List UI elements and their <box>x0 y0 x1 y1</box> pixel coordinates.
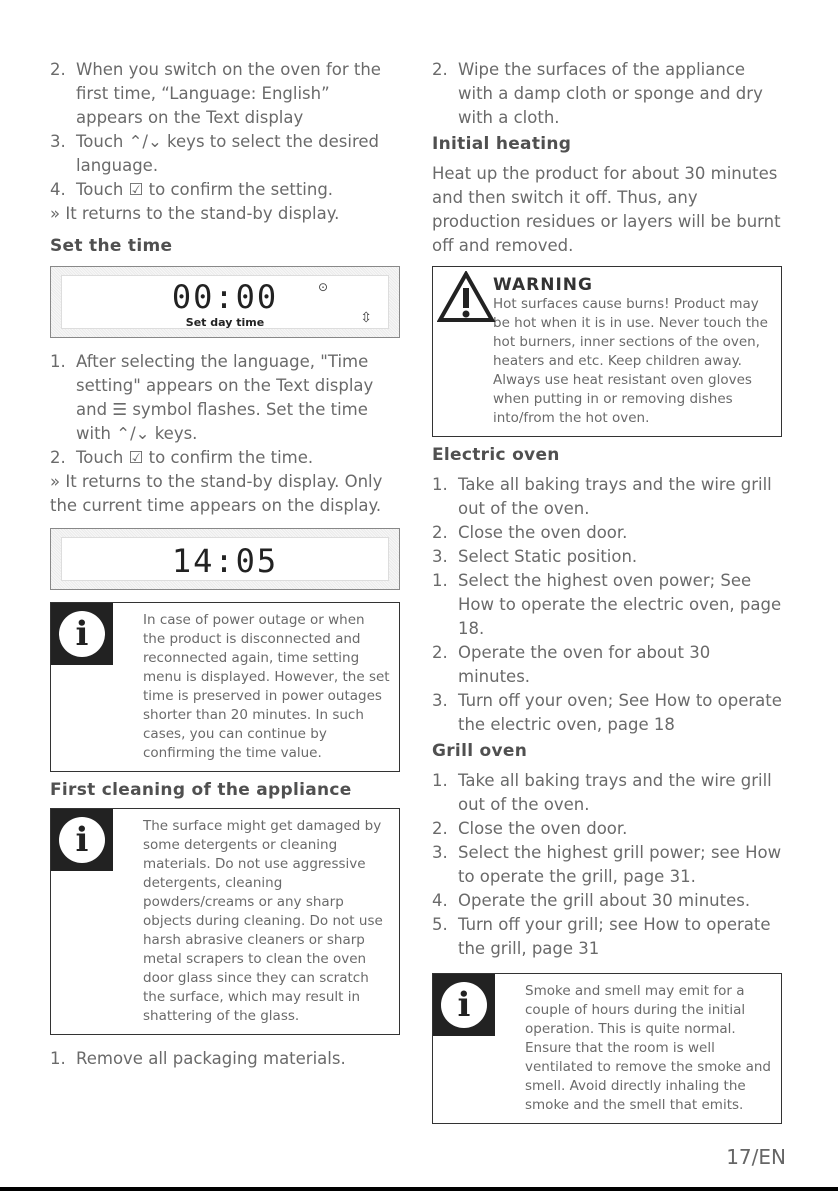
step-number: 3. <box>432 843 448 862</box>
step-text: Select the highest oven power; See How to operate the electric oven, page 18. <box>458 571 782 638</box>
step-number: 2. <box>50 60 66 79</box>
step-2 <box>432 58 782 130</box>
step <box>432 641 782 689</box>
step-number: 1. <box>432 475 448 494</box>
initial-heating-text: Heat up the product for about 30 minutes and then switch it off. Thus, any production residues or layers will be burnt off and removed. <box>432 164 781 255</box>
info-box-power-outage <box>50 602 400 772</box>
step-number: 2. <box>432 819 448 838</box>
step-2 <box>50 446 400 470</box>
step-text: Close the oven door. <box>458 819 628 838</box>
step-text: Touch ☑ to confirm the setting. <box>76 180 334 199</box>
step-number: 5. <box>432 915 448 934</box>
step-text: Touch ⌃/⌄ keys to select the desired language. <box>76 132 380 175</box>
info-icon: i <box>433 974 495 1036</box>
step-number: 2. <box>50 448 66 467</box>
heading-electric-oven: Electric oven <box>432 445 560 465</box>
step-text: Remove all packaging materials. <box>76 1049 346 1068</box>
grill-steps <box>432 769 782 961</box>
display-time: 00:00 <box>171 278 279 316</box>
step-1 <box>50 1047 400 1071</box>
step-number: 3. <box>50 132 66 151</box>
step <box>432 521 782 545</box>
right-column <box>432 58 782 1132</box>
step-text: Close the oven door. <box>458 523 628 542</box>
step <box>432 473 782 521</box>
display-label: Set day time <box>185 316 265 329</box>
info-icon: i <box>51 603 113 665</box>
step <box>432 889 782 913</box>
step-text: Take all baking trays and the wire grill out of the oven. <box>458 475 772 518</box>
bottom-rule <box>0 1187 838 1191</box>
step-number: 1. <box>50 1049 66 1068</box>
info-text: Smoke and smell may emit for a couple of hours during the initial operation. This is quite normal. Ensure that the room is well ventilated to remove the smoke and smell. Avoid directly inhaling the smoke and the smell that emits. <box>525 983 771 1113</box>
warning-triangle-icon <box>437 271 495 323</box>
step-number: 2. <box>432 523 448 542</box>
step-text: Turn off your oven; See How to operate the electric oven, page 18 <box>458 691 782 734</box>
step-text: Select the highest grill power; see How to operate the grill, page 31. <box>458 843 782 886</box>
info-box-smoke <box>432 973 782 1124</box>
step <box>432 841 782 889</box>
step-4 <box>50 178 400 202</box>
step <box>432 769 782 817</box>
step-2 <box>50 58 400 130</box>
step <box>432 913 782 961</box>
warning-text: Hot surfaces cause burns! Product may be hot when it is in use. Never touch the hot burners, inner sections of the oven, heaters and etc. Keep children away. Always use heat resistant oven gloves when putting in or removing dishes into/from the hot oven. <box>493 296 768 426</box>
step-text: After selecting the language, "Time setting" appears on the Text display and ☰ symbol flashes. Set the time with ⌃/⌄ keys. <box>76 352 374 443</box>
result-note: » It returns to the stand-by display. <box>50 204 340 223</box>
step-number: 1. <box>432 571 448 590</box>
info-text: In case of power outage or when the product is disconnected and reconnected again, time setting menu is displayed. However, the set time is preserved in power outages shorter than 20 minutes. In such cases, you can continue by confirming the time value. <box>143 612 390 761</box>
step-number: 3. <box>432 691 448 710</box>
display-current-time <box>50 528 400 590</box>
warning-box <box>432 266 782 437</box>
step <box>432 569 782 641</box>
step-3 <box>50 130 400 178</box>
step-text: Operate the grill about 30 minutes. <box>458 891 751 910</box>
left-column <box>50 58 400 1071</box>
info-box-cleaning <box>50 808 400 1035</box>
warning-title: WARNING <box>493 275 593 295</box>
step-number: 2. <box>432 60 448 79</box>
display-time: 14:05 <box>171 542 279 580</box>
step-text: Touch ☑ to confirm the time. <box>76 448 314 467</box>
display-set-time <box>50 266 400 338</box>
step-number: 4. <box>50 180 66 199</box>
step <box>432 545 782 569</box>
up-down-arrows-icon: ⇳ <box>360 310 372 326</box>
display-panel <box>61 275 389 329</box>
step-number: 3. <box>432 547 448 566</box>
clock-icon: ⊙ <box>317 280 328 294</box>
info-text: The surface might get damaged by some detergents or cleaning materials. Do not use aggressive detergents, cleaning powders/creams or any sharp objects during cleaning. Do not use harsh abrasive cleaners or sharp metal scrapers to clean the oven door glass since they can scratch the surface, which may result in shattering of the glass. <box>143 818 383 1024</box>
page-number: 17/EN <box>726 1145 786 1169</box>
heading-first-cleaning: First cleaning of the appliance <box>50 780 352 800</box>
step-text: Select Static position. <box>458 547 638 566</box>
step-text: Operate the oven for about 30 minutes. <box>458 643 711 686</box>
step-text: Turn off your grill; see How to operate the grill, page 31 <box>458 915 771 958</box>
electric-steps <box>432 473 782 737</box>
step-text: When you switch on the oven for the first time, “Language: English” appears on the Text display <box>76 60 381 127</box>
step <box>432 817 782 841</box>
heading-initial-heating: Initial heating <box>432 134 572 154</box>
step-text: Take all baking trays and the wire grill out of the oven. <box>458 771 772 814</box>
heading-grill-oven: Grill oven <box>432 741 528 761</box>
step-number: 4. <box>432 891 448 910</box>
display-panel <box>61 537 389 581</box>
heading-set-time: Set the time <box>50 236 173 256</box>
info-icon: i <box>51 809 113 871</box>
result-note: » It returns to the stand-by display. Only the current time appears on the display. <box>50 472 383 515</box>
step-number: 1. <box>432 771 448 790</box>
step-number: 2. <box>432 643 448 662</box>
step <box>432 689 782 737</box>
step-number: 1. <box>50 352 66 371</box>
step-1 <box>50 350 400 446</box>
step-text: Wipe the surfaces of the appliance with a damp cloth or sponge and dry with a cloth. <box>458 60 763 127</box>
